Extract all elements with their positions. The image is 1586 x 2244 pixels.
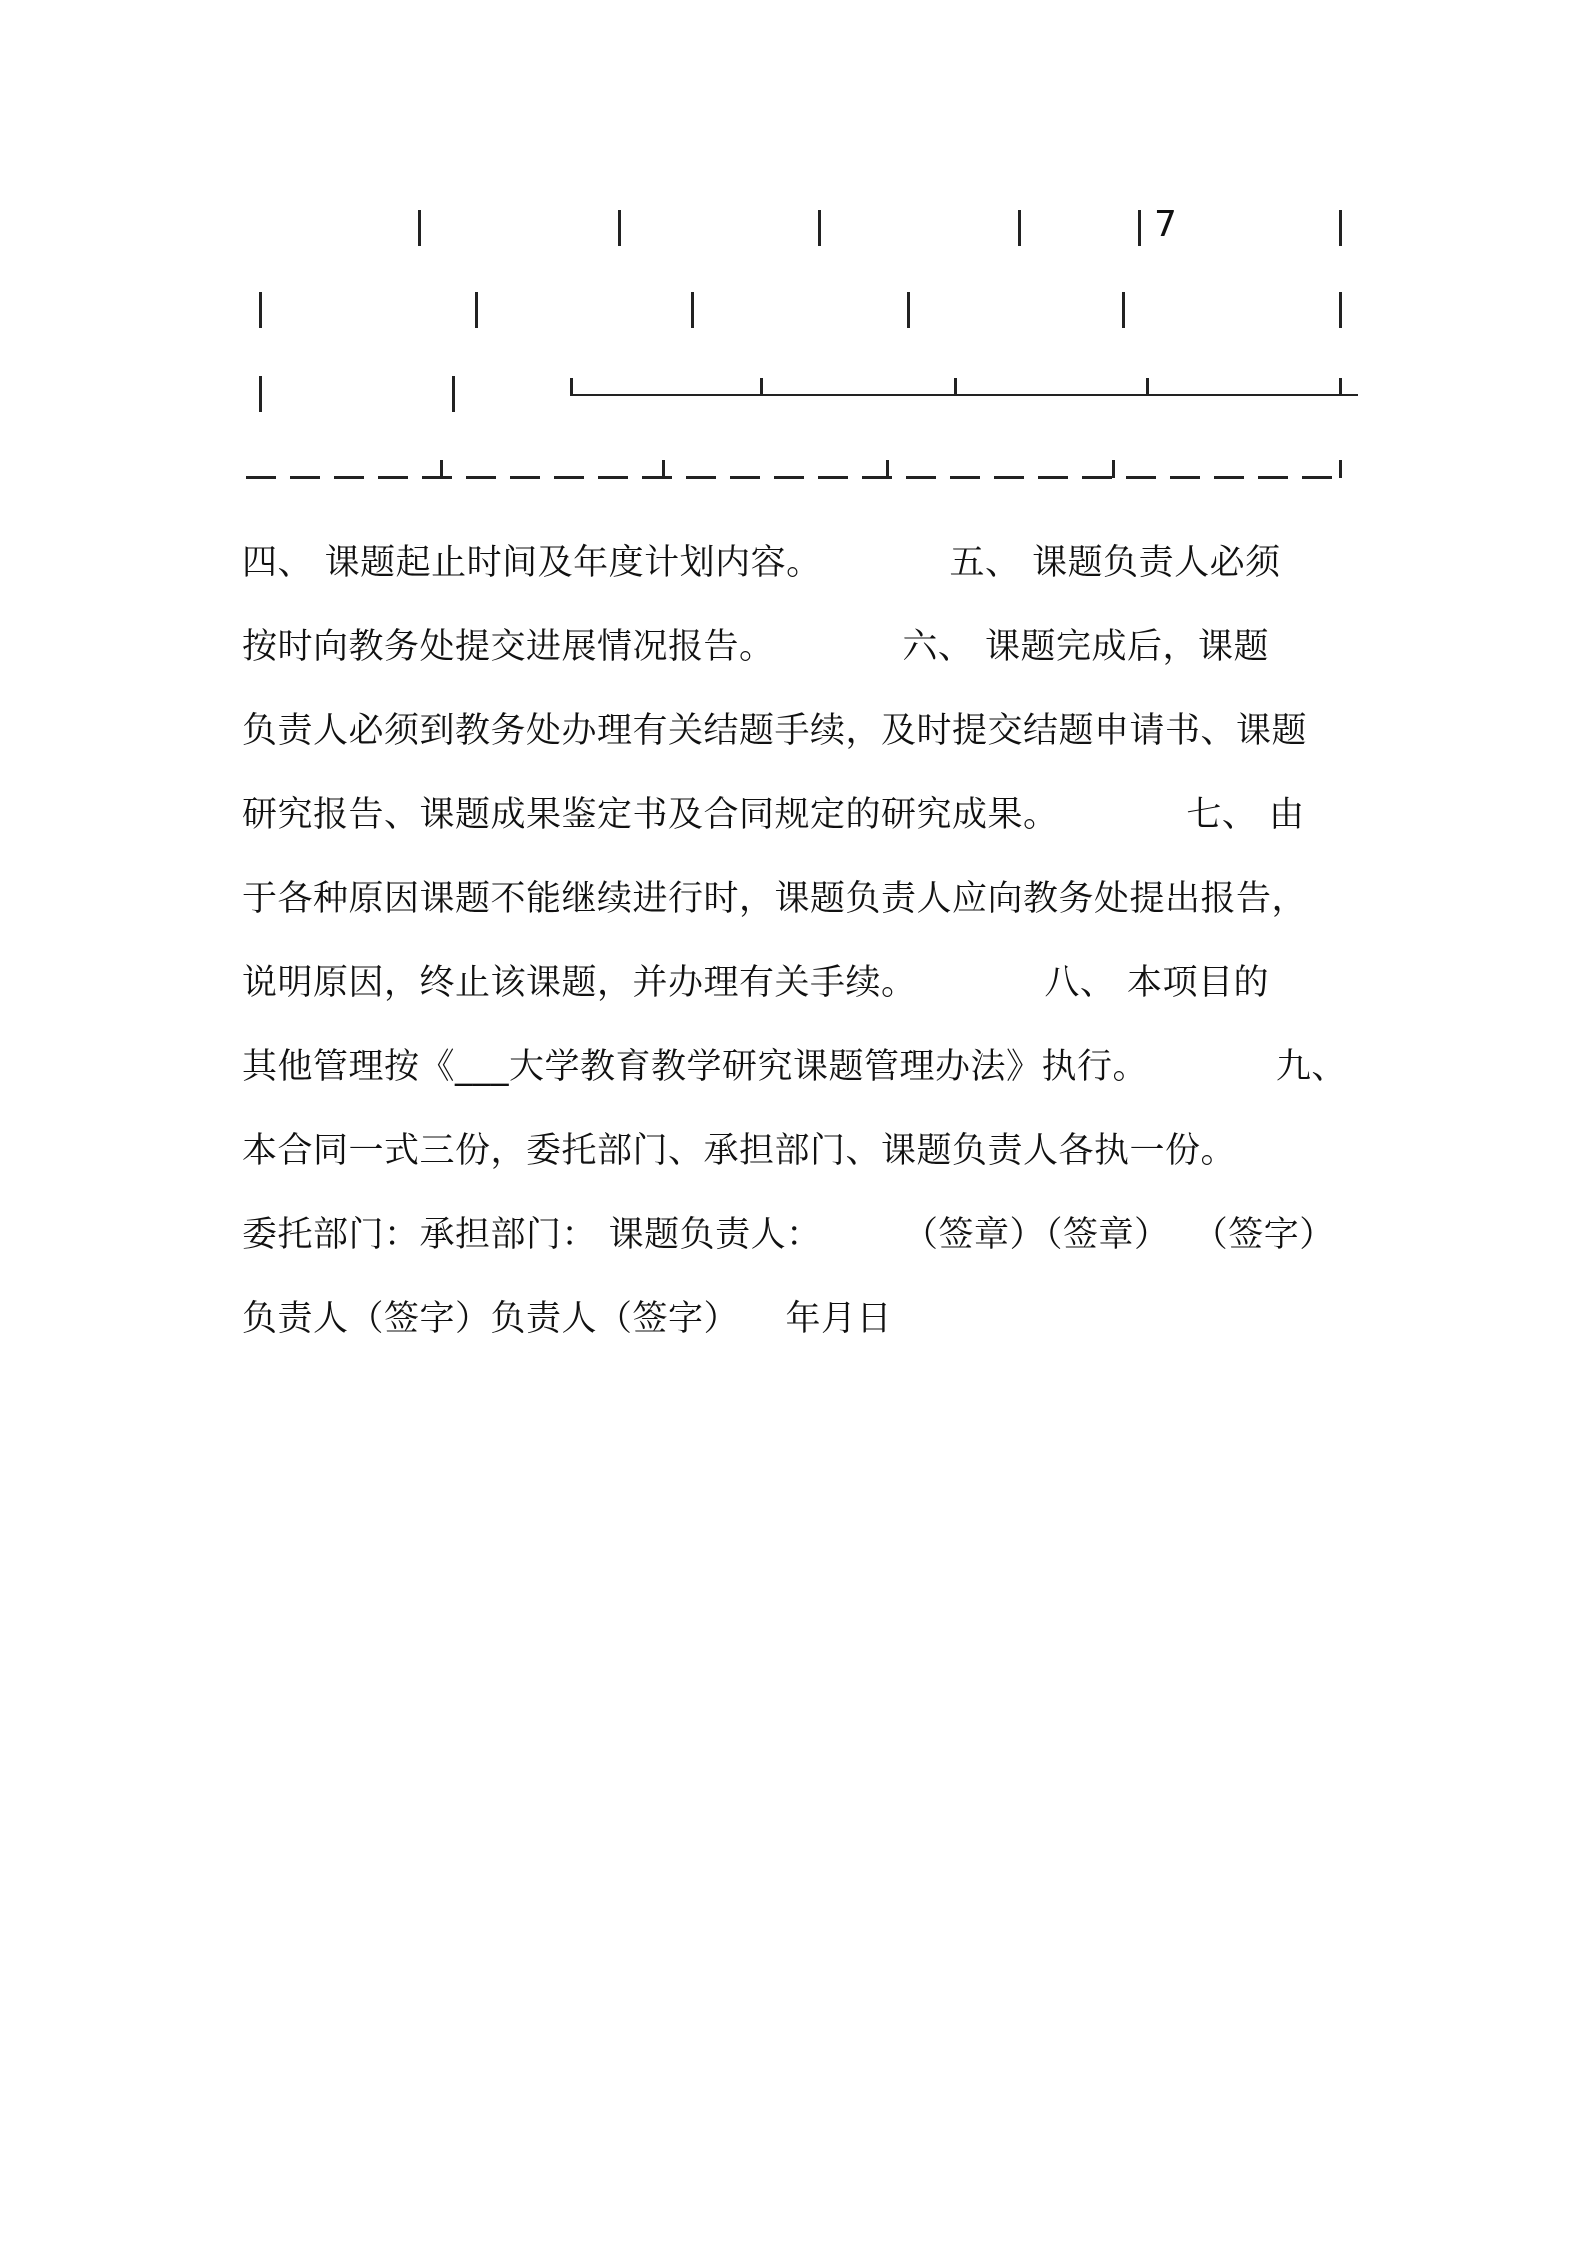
border-dash <box>1126 476 1156 479</box>
text-line: 于各种原因课题不能继续进行时，课题负责人应向教务处提出报告， <box>242 879 1308 919</box>
table-border <box>1018 210 1021 246</box>
table-border <box>475 292 478 328</box>
border-dash <box>642 476 672 479</box>
border-dash <box>774 476 804 479</box>
table-border <box>1339 460 1342 478</box>
border-dash <box>246 476 276 479</box>
table-border <box>418 210 421 246</box>
border-dash <box>906 476 936 479</box>
border-dash <box>422 476 452 479</box>
border-dash <box>1170 476 1200 479</box>
border-dash <box>1082 476 1112 479</box>
border-dash <box>1302 476 1332 479</box>
table-border <box>907 292 910 328</box>
table-border <box>1138 210 1141 246</box>
text-line: 委托部门：承担部门： 课题负责人： （签章）（签章） （签字） <box>242 1215 1335 1255</box>
border-dash <box>334 476 364 479</box>
text-line: 其他管理按《___大学教育教学研究课题管理办法》执行。 九、 <box>242 1047 1347 1087</box>
table-border <box>1122 292 1125 328</box>
border-dash <box>1258 476 1288 479</box>
table-border <box>886 460 889 478</box>
border-dash <box>730 476 760 479</box>
table-border <box>259 376 262 412</box>
table-border <box>1112 460 1115 478</box>
text-line: 研究报告、课题成果鉴定书及合同规定的研究成果。 七、 由 <box>242 795 1305 835</box>
contract-text <box>242 530 1372 1370</box>
text-line: 按时向教务处提交进展情况报告。 六、 课题完成后，课题 <box>242 627 1270 667</box>
table-border <box>1146 378 1149 396</box>
table-border <box>259 292 262 328</box>
table-border <box>954 378 957 396</box>
border-dash <box>510 476 540 479</box>
border-dash <box>554 476 584 479</box>
table-border <box>440 460 443 478</box>
text-line: 说明原因，终止该课题，并办理有关手续。 八、 本项目的 <box>242 963 1270 1003</box>
border-dash <box>290 476 320 479</box>
table-border <box>1339 210 1342 246</box>
border-dash <box>994 476 1024 479</box>
text-line: 负责人（签字）负责人（签字） 年月日 <box>242 1299 893 1339</box>
text-line: 负责人必须到教务处办理有关结题手续，及时提交结题申请书、课题 <box>242 711 1308 751</box>
text-line: 四、 课题起止时间及年度计划内容。 五、 课题负责人必须 <box>242 543 1281 583</box>
table-border <box>662 460 665 478</box>
table-border <box>1339 378 1342 396</box>
table-border <box>618 210 621 246</box>
table-border <box>1339 292 1342 328</box>
page-number: 7 <box>1154 204 1177 245</box>
border-dash <box>1038 476 1068 479</box>
border-dash <box>950 476 980 479</box>
border-dash <box>818 476 848 479</box>
border-dash <box>686 476 716 479</box>
border-dash <box>598 476 628 479</box>
table-border <box>570 394 1358 396</box>
table-border <box>818 210 821 246</box>
border-dash <box>466 476 496 479</box>
border-dash <box>1214 476 1244 479</box>
border-dash <box>378 476 408 479</box>
table-border <box>760 378 763 396</box>
table-border <box>452 376 455 412</box>
text-line: 本合同一式三份，委托部门、承担部门、课题负责人各执一份。 <box>242 1131 1237 1171</box>
table-border <box>691 292 694 328</box>
